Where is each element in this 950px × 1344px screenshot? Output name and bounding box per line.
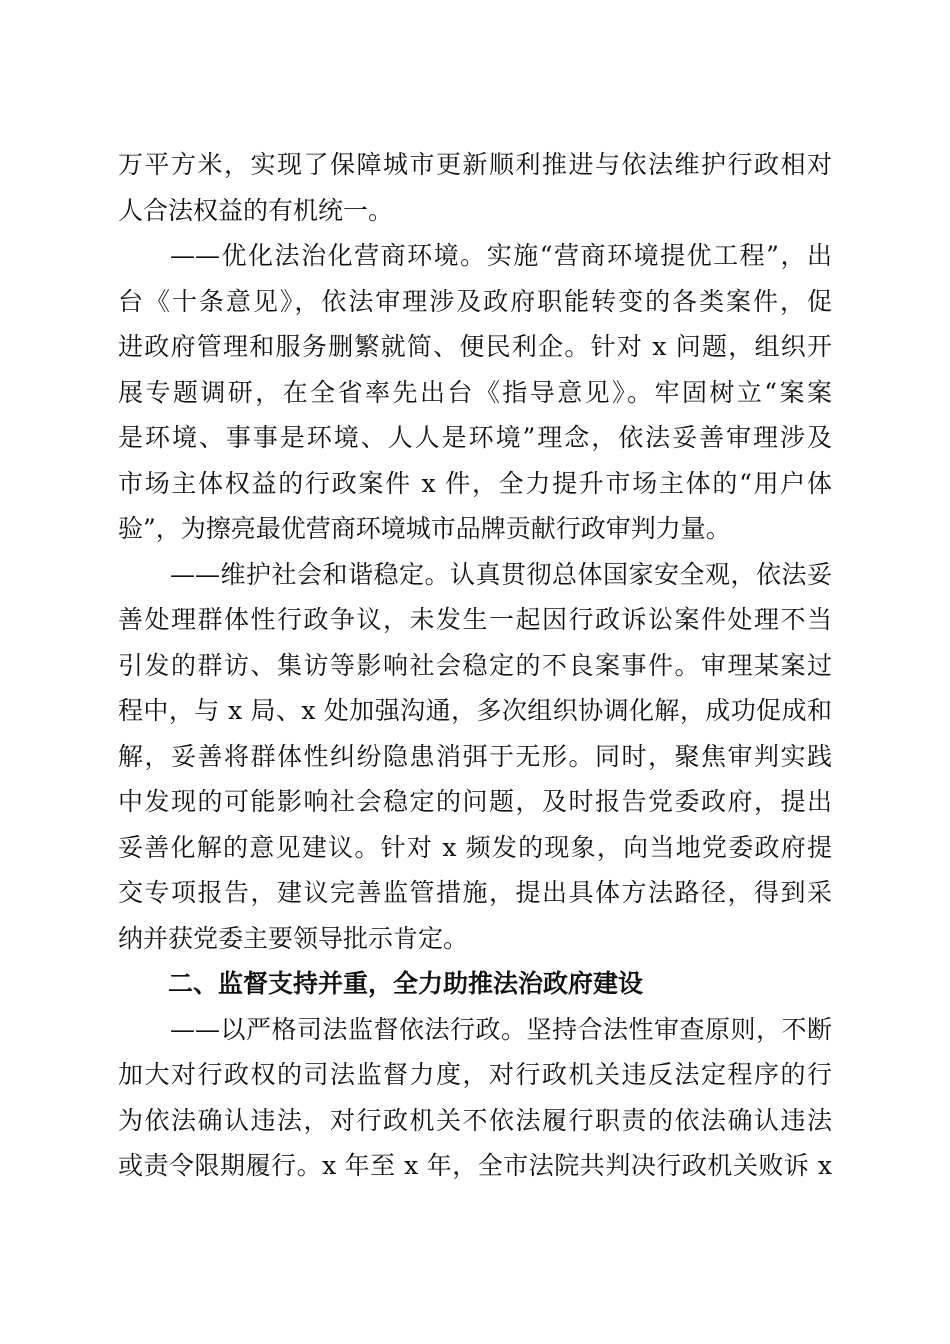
body-text-line: 程中，与 x 局、x 处加强沟通，多次组织协调化解，成功促成和 — [118, 696, 832, 725]
body-text-line: 妥善化解的意见建议。针对 x 频发的现象，向当地党委政府提 — [118, 833, 832, 862]
body-text-line: 或责令限期履行。x 年至 x 年，全市法院共判决行政机关败诉 x — [118, 1151, 832, 1180]
body-text-line: 加大对行政权的司法监督力度，对行政机关违反法定程序的行 — [118, 1060, 832, 1089]
body-text-line: 纳并获党委主要领导批示肯定。 — [118, 924, 469, 953]
body-text-line: 进政府管理和服务删繁就简、便民利企。针对 x 问题，组织开 — [118, 332, 832, 361]
section-heading: 二、监督支持并重，全力助推法治政府建设 — [168, 969, 644, 998]
body-text-line: ——优化法治化营商环境。实施“营商环境提优工程”，出 — [170, 241, 832, 270]
body-text-line: 展专题调研，在全省率先出台《指导意见》。牢固树立“案案 — [118, 378, 832, 407]
body-text-line: ——维护社会和谐稳定。认真贯彻总体国家安全观，依法妥 — [170, 560, 832, 589]
body-text-line: 是环境、事事是环境、人人是环境”理念，依法妥善审理涉及 — [118, 423, 832, 452]
body-text-line: ——以严格司法监督依法行政。坚持合法性审查原则，不断 — [170, 1015, 832, 1044]
body-text-line: 中发现的可能影响社会稳定的问题，及时报告党委政府，提出 — [118, 787, 832, 816]
body-text-line: 验”，为擦亮最优营商环境城市品牌贡献行政审判力量。 — [118, 514, 731, 543]
body-text-line: 人合法权益的有机统一。 — [118, 196, 394, 225]
body-text-line: 台《十条意见》，依法审理涉及政府职能转变的各类案件，促 — [118, 287, 832, 316]
body-text-line: 市场主体权益的行政案件 x 件，全力提升市场主体的“用户体 — [118, 469, 832, 498]
body-text-line: 万平方米，实现了保障城市更新顺利推进与依法维护行政相对 — [118, 150, 832, 179]
body-text-line: 解，妥善将群体性纠纷隐患消弭于无形。同时，聚焦审判实践 — [118, 742, 832, 771]
body-text-line: 善处理群体性行政争议，未发生一起因行政诉讼案件处理不当 — [118, 605, 832, 634]
body-text-line: 为依法确认违法，对行政机关不依法履行职责的依法确认违法 — [118, 1106, 832, 1135]
body-text-line: 交专项报告，建议完善监管措施，提出具体方法路径，得到采 — [118, 878, 832, 907]
body-text-line: 引发的群访、集访等影响社会稳定的不良案事件。审理某案过 — [118, 651, 832, 680]
